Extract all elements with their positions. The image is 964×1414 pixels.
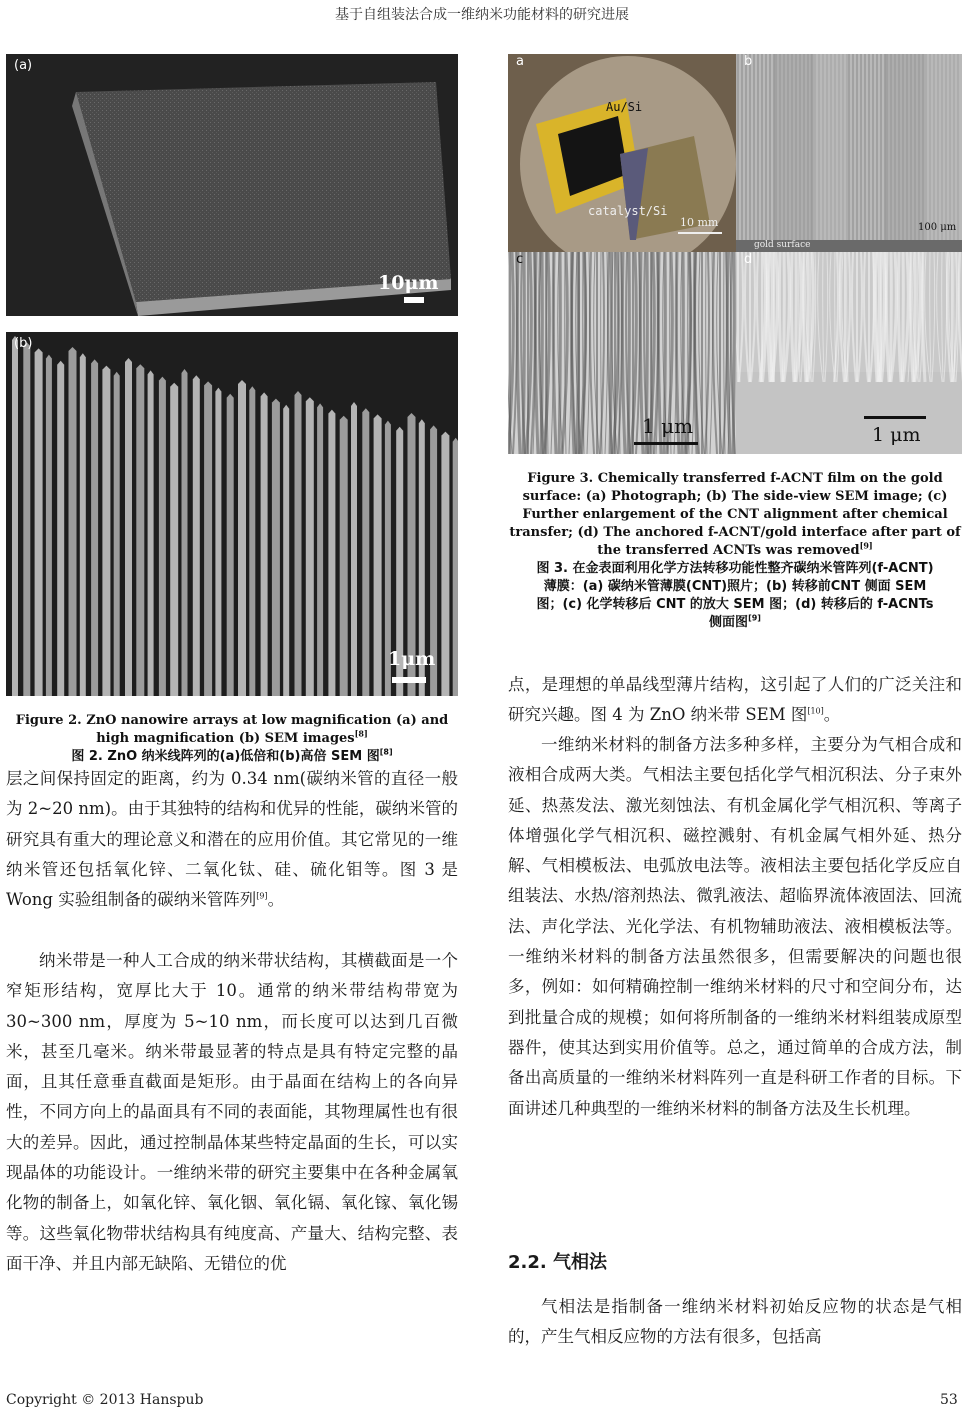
fiber-shape [902,252,903,382]
nanowire-shape [249,386,255,696]
figure2-panel-b-scale-label: 1μm [388,648,436,670]
fiber-shape [559,252,560,454]
nanowire-shape [23,342,30,696]
figure3-panel-c-image [508,252,736,454]
nanowire-shape [306,397,314,696]
nanowire-shape [91,359,98,696]
right-paragraph-3: 气相法是指制备一维纳米材料初始反应物的状态是气相的，产生气相反应物的方法有很多，包括高 [508,1297,962,1347]
nanowire-shape [35,348,43,696]
figure3-panel-c-scale-bar [634,442,698,445]
figure3-panel-c-label: c [516,252,524,267]
section-heading: 2.2. 气相法 [508,1252,607,1273]
figure3-panel-d-image [736,252,962,454]
nanowire-shape [272,399,280,696]
figure3-panel-a-scale-label: 10 mm [680,216,719,229]
nanowire-shape [136,364,144,696]
nanowire-shape [261,392,268,696]
nanowire-shape [295,391,302,696]
nanowire-shape [317,403,323,696]
figure2-panel-a-scale-bar [404,297,424,303]
nanowire-shape [114,372,120,696]
figure2-panel-a [6,54,458,316]
figure2-caption-zh: 图 2. ZnO 纳米线阵列的(a)低倍和(b)高倍 SEM 图[8] [71,747,393,764]
fiber-shape [771,252,772,382]
figure3-panel-a-label: a [516,54,524,69]
figure3-panel-b [736,54,962,252]
figure3-caption-zh: 图 3. 在金表面利用化学方法转移功能性整齐碳纳米管阵列(f-ACNT)薄膜：(a) 碳纳米管薄膜(CNT)照片；(b) 转移前CNT 侧面 SEM 图；(c) 化学转移后 CNT 的放大 SEM 图；(d) 转移后的 f-ACNTs 侧面图[9] [536,561,934,630]
nanowire-shape [204,381,212,696]
fiber-shape [523,252,524,454]
nanowire-shape [182,369,188,696]
figure3-panel-b-surface-label: gold surface [754,240,811,250]
nanowire-shape [57,361,64,696]
nanowire-shape [227,394,234,696]
nanowire-shape [328,410,335,696]
fiber-shape [795,252,796,382]
figure3-caption [508,470,962,632]
figure2-caption-en: Figure 2. ZnO nanowire arrays at low magnification (a) and high magnification (b) SEM images[8] [15,713,449,746]
figure2-caption [6,712,458,766]
figure3-caption-en: Figure 3. Chemically transferred f-ACNT film on the gold surface: (a) Photograph; (b) The side-view SEM image; (c) Further enlargement of the CNT alignment after chemical transfer; (d) The anchored f-ACNT/gold interface after part of the transferred ACNTs was removed[9] [509,471,961,558]
figure3-panel-b-scale-label: 100 μm [918,222,957,233]
figure2-panel-b [6,332,458,696]
left-paragraph-2: 纳米带是一种人工合成的纳米带状结构，其横截面是一个窄矩形结构，宽厚比大于 10。通常的纳米带结构带宽为 30~300 nm，厚度为 5~10 nm，而长度可以达到几百微米，甚至几毫米。纳米带最显著的特点是具有特定完整的晶面，且其任意垂直截面是矩形。由于晶面在结构上的各向异性，不同方向上的晶面具有不同的表面能，其物理属性也有很大的差异。因此，通过控制晶体某些特定晶面的生长，可以实现晶体的功能设计。一维纳米带的研究主要集中在各种金属氧化物的制备上，如氧化锌、氧化铟、氧化镉、氧化镓、氧化锡等。这些氧化物带状结构具有纯度高、产量大、结构完整、表面干净、并且内部无缺陷、无错位的优 [6,951,458,1273]
figure3-panel-c [508,252,736,454]
fiber-shape [783,252,784,382]
nanowire-shape [12,336,18,696]
fiber-shape [610,252,611,454]
figure2-panel-b-label: (b) [14,336,33,351]
nanowire-shape [125,358,132,696]
nanowire-shape [441,432,449,696]
nanowire-shape [80,353,86,696]
nanowire-shape [362,408,369,696]
fiber-shape [541,252,542,454]
figure2-panel-a-label: (a) [14,58,33,73]
nanowire-shape [102,366,110,696]
footer-copyright: Copyright © 2013 Hanspub [6,1392,204,1408]
figure2-panel-b-image [6,332,458,696]
fiber-shape [628,252,629,454]
figure2-panel-a-scale-label: 10μm [378,272,439,294]
figure3-panel-d-scale-bar [864,416,926,419]
right-paragraph-2: 一维纳米材料的制备方法多种多样，主要分为气相合成和液相合成两大类。气相法主要包括化学气相沉积法、分子束外延、热蒸发法、激光刻蚀法、有机金属化学气相沉积、等离子体增强化学气相沉积、磁控溅射、有机金属气相外延、热分解、气相模板法、电弧放电法等。液相法主要包括化学反应自组装法、水热/溶剂热法、微乳液法、超临界流体液固法、回流法、声化学法、光化学法、有机物辅助液法、液相模板法等。一维纳米材料的制备方法虽然很多，但需要解决的问题也很多，例如：如何精确控制一维纳米材料的尺寸和空间分布，达到批量合成的规模；如何将所制备的一维纳米材料组装成原型器件，使其达到实用价值等。总之，通过简单的合成方法，制备出高质量的一维纳米材料阵列一直是科研工作者的目标。下面讲述几种典型的一维纳米材料的制备方法及生长机理。 [508,735,962,1118]
fiber-shape [890,252,891,382]
figure3-panel-d [736,252,962,454]
nanowire-shape [238,380,246,696]
figure3-panel-a-catalyst-text: catalyst/Si [588,204,668,218]
fiber-shape [914,252,915,382]
right-paragraph-1: 点，是理想的单晶线型薄片结构，这引起了人们的广泛关注和研究兴趣。图 4 为 ZnO 纳米带 SEM 图[10]。 [508,675,962,725]
nanowire-shape [159,377,166,696]
nanowire-shape [215,388,221,696]
figure3-panel-a-au-text: Au/Si [606,100,643,114]
nanowire-shape [148,370,154,696]
left-paragraph-1: 层之间保持固定的距离，约为 0.34 nm(碳纳米管的直径一般为 2~20 nm)。由于其独特的结构和优异的性能，碳纳米管的研究具有重大的理论意义和潜在的应用价值。其它常见的一维纳米管还包括氧化锌、二氧化钛、硅、硫化钼等。图 3 是 Wong 实验组制备的碳纳米管阵列[9]。 [6,769,458,910]
footer-page-number: 53 [940,1392,958,1408]
fiber-shape [878,252,879,382]
nanowire-shape [351,402,357,696]
nanowire-shape [374,414,382,696]
figure3-panel-d-scale-label: 1 μm [872,424,921,446]
nanowire-shape [46,355,52,696]
figure3-panel-c-scale-label: 1 μm [642,414,694,438]
figure3-panel-a-scale-bar [678,232,722,234]
figure3-panel-d-label: d [744,252,753,267]
nanowire-shape [453,438,458,696]
running-header: 基于自组装法合成一维纳米功能材料的研究进展 [335,7,629,23]
figure3-panel-a [508,54,736,252]
nanowire-shape [193,375,200,696]
nanowire-shape [340,416,348,696]
nanowire-shape [69,347,77,696]
nanowire-shape [283,405,289,696]
figure2-panel-b-scale-bar [392,677,426,683]
figure3-panel-b-label: b [744,54,753,69]
nanowire-shape [170,383,178,696]
fiber-shape [733,252,734,454]
fiber-shape [807,252,808,382]
